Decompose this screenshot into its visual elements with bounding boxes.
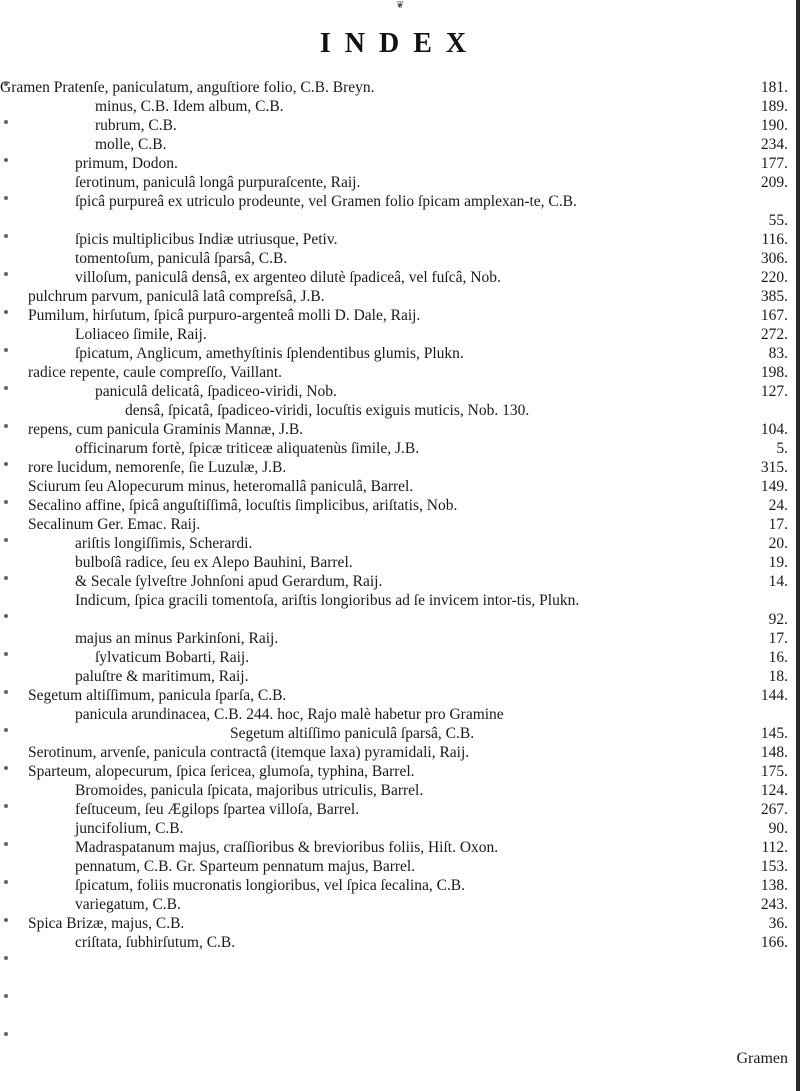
entry-text: minus, C.B. Idem album, C.B. [95, 98, 284, 115]
entry-page-number: 190. [760, 117, 788, 134]
entry-page-number: 55. [768, 212, 788, 229]
entry-page-number: 167. [760, 307, 788, 324]
index-entry [0, 382, 800, 401]
entry-text: Spica Brizæ, majus, C.B. [28, 915, 185, 932]
entry-text: Serotinum, arvenſe, panicula contractâ (itemque laxa) pyramidali, Raij. [28, 744, 470, 761]
index-entry [0, 648, 800, 667]
entry-page-number: 181. [760, 79, 788, 96]
entry-text: Gramen Pratenſe, paniculatum, anguſtiore folio, C.B. Breyn. [0, 79, 375, 96]
entry-page-number: 234. [760, 136, 788, 153]
entry-text: primum, Dodon. [75, 155, 178, 172]
index-entry [0, 705, 800, 724]
index-entry [0, 895, 800, 914]
entry-page-number: 145. [760, 725, 788, 742]
entry-page-number: 36. [768, 915, 788, 932]
entry-page-number: 112. [761, 839, 788, 856]
entry-page-number: 17. [768, 516, 788, 533]
entry-text: criſtata, ſubhirſutum, C.B. [75, 934, 236, 951]
entry-page-number: 18. [768, 668, 788, 685]
entry-text: ſerotinum, paniculâ longâ purpuraſcente, Raij. [75, 174, 361, 191]
index-entry [0, 762, 800, 781]
index-entry [0, 439, 800, 458]
entry-text: ſpicis multiplicibus Indiæ utriusque, Petiv. [75, 231, 338, 248]
entry-text: majus an minus Parkinſoni, Raij. [75, 630, 279, 647]
entry-text: tomentoſum, paniculâ ſparsâ, C.B. [75, 250, 288, 267]
index-entry [0, 724, 800, 743]
index-entry [0, 401, 800, 420]
entry-text: Secalinum Ger. Emac. Raij. [28, 516, 201, 533]
entry-page-number: 14. [768, 573, 788, 590]
page-title: INDEX [319, 28, 481, 59]
entry-page-number: 315. [760, 459, 788, 476]
entry-page-number: 175. [760, 763, 788, 780]
entry-page-number: 385. [760, 288, 788, 305]
entry-page-number: 189. [760, 98, 788, 115]
entry-text: & Secale ſylveſtre Johnſoni apud Gerardum, Raij. [75, 573, 383, 590]
entry-text: paluſtre & maritimum, Raij. [75, 668, 249, 685]
index-entry [0, 553, 800, 572]
entry-page-number: 83. [768, 345, 788, 362]
index-entry [0, 363, 800, 382]
entry-text: paniculâ delicatâ, ſpadiceo-viridi, Nob. [95, 383, 337, 400]
entry-page-number: 5. [776, 440, 788, 457]
index-entry [0, 192, 800, 230]
entry-text: Sparteum, alopecurum, ſpica ſericea, glumoſa, typhina, Barrel. [28, 763, 415, 780]
ornament-mark: ❦ [396, 0, 405, 11]
catchword: Gramen [736, 1050, 788, 1067]
index-entry [0, 116, 800, 135]
entry-page-number: 148. [760, 744, 788, 761]
entry-page-number: 90. [768, 820, 788, 837]
entry-page-number: 127. [760, 383, 788, 400]
entry-text: Pumilum, hirſutum, ſpicâ purpuro-argenteâ molli D. Dale, Raij. [28, 307, 421, 324]
index-entry [0, 135, 800, 154]
entry-text: bulboſâ radice, ſeu ex Alepo Bauhini, Barrel. [75, 554, 353, 571]
index-entry [0, 268, 800, 287]
entry-page-number: 166. [760, 934, 788, 951]
index-entries [0, 78, 800, 952]
index-entry [0, 325, 800, 344]
entry-text: villoſum, paniculâ densâ, ex argenteo dilutè ſpadiceâ, vel fuſcâ, Nob. [75, 269, 501, 286]
entry-text: ſpicatum, foliis mucronatis longioribus, vel ſpica ſecalina, C.B. [75, 877, 466, 894]
entry-page-number: 144. [760, 687, 788, 704]
entry-text: Indicum, ſpica gracili tomentoſa, ariſtis longioribus ad ſe invicem intor-tis, Plukn. [75, 592, 580, 609]
index-entry [0, 743, 800, 762]
entry-text: Loliaceo ſimile, Raij. [75, 326, 207, 343]
entry-text: Madraspatanum majus, craſſioribus & brevioribus foliis, Hiſt. Oxon. [75, 839, 499, 856]
entry-page-number: 149. [760, 478, 788, 495]
entry-page-number: 177. [760, 155, 788, 172]
entry-page-number: 104. [760, 421, 788, 438]
index-entry [0, 344, 800, 363]
index-entry [0, 249, 800, 268]
index-entry [0, 230, 800, 249]
entry-text: Segetum altiſſimo paniculâ ſparsâ, C.B. [230, 725, 475, 742]
entry-page-number: 209. [760, 174, 788, 191]
index-entry [0, 477, 800, 496]
entry-page-number: 92. [768, 611, 788, 628]
entry-page-number: 272. [760, 326, 788, 343]
index-entry [0, 78, 800, 97]
index-entry [0, 800, 800, 819]
index-entry [0, 97, 800, 116]
page-edge [796, 0, 800, 1091]
index-entry [0, 306, 800, 325]
entry-page-number: 153. [760, 858, 788, 875]
index-entry [0, 287, 800, 306]
entry-page-number: 138. [760, 877, 788, 894]
index-entry [0, 781, 800, 800]
index-entry [0, 819, 800, 838]
index-entry [0, 838, 800, 857]
index-entry [0, 154, 800, 173]
entry-text: ariſtis longiſſimis, Scherardi. [75, 535, 253, 552]
entry-page-number: 243. [760, 896, 788, 913]
entry-text: pennatum, C.B. Gr. Sparteum pennatum majus, Barrel. [75, 858, 416, 875]
entry-text: ſpicatum, Anglicum, amethyſtinis ſplendentibus glumis, Plukn. [75, 345, 464, 362]
index-entry [0, 667, 800, 686]
entry-text: molle, C.B. [95, 136, 167, 153]
entry-text: officinarum fortè, ſpicæ triticeæ aliquatenùs ſimile, J.B. [75, 440, 420, 457]
index-entry [0, 629, 800, 648]
entry-text: feſtuceum, ſeu Ægilops ſpartea villoſa, Barrel. [75, 801, 360, 818]
entry-text: pulchrum parvum, paniculâ latâ compreſsâ, J.B. [28, 288, 325, 305]
entry-page-number: 19. [768, 554, 788, 571]
index-entry [0, 876, 800, 895]
entry-text: Segetum altiſſimum, panicula ſparſa, C.B. [28, 687, 287, 704]
entry-text: Secalino affine, ſpicâ anguſtiſſimâ, locuſtis ſimplicibus, ariſtatis, Nob. [28, 497, 458, 514]
index-entry [0, 534, 800, 553]
entry-page-number: 306. [760, 250, 788, 267]
entry-page-number: 116. [761, 231, 788, 248]
entry-text: radice repente, caule compreſſo, Vaillant. [28, 364, 283, 381]
entry-text: juncifolium, C.B. [75, 820, 184, 837]
entry-text: ſpicâ purpureâ ex utriculo prodeunte, vel Gramen folio ſpicam amplexan-te, C.B. [75, 193, 577, 210]
entry-page-number: 220. [760, 269, 788, 286]
entry-text: rubrum, C.B. [95, 117, 177, 134]
entry-page-number: 267. [760, 801, 788, 818]
entry-text: variegatum, C.B. [75, 896, 181, 913]
index-entry [0, 686, 800, 705]
entry-text: rore lucidum, nemorenſe, ſie Luzulæ, J.B. [28, 459, 287, 476]
index-entry [0, 933, 800, 952]
entry-page-number: 198. [760, 364, 788, 381]
index-entry [0, 914, 800, 933]
index-entry [0, 173, 800, 192]
entry-text: ſylvaticum Bobarti, Raij. [95, 649, 250, 666]
entry-page-number: 16. [768, 649, 788, 666]
index-entry [0, 496, 800, 515]
index-entry [0, 591, 800, 629]
entry-page-number: 20. [768, 535, 788, 552]
index-entry [0, 515, 800, 534]
index-entry [0, 420, 800, 439]
entry-text: panicula arundinacea, C.B. 244. hoc, Rajo malè habetur pro Gramine [75, 706, 504, 723]
entry-text: Bromoides, panicula ſpicata, majoribus utriculis, Barrel. [75, 782, 424, 799]
entry-text: densâ, ſpicatâ, ſpadiceo-viridi, locuſtis exiguis muticis, Nob. 130. [125, 402, 530, 419]
entry-text: Sciurum ſeu Alopecurum minus, heteromallâ paniculâ, Barrel. [28, 478, 414, 495]
index-entry [0, 458, 800, 477]
entry-page-number: 124. [760, 782, 788, 799]
entry-page-number: 17. [768, 630, 788, 647]
index-entry [0, 857, 800, 876]
index-entry [0, 572, 800, 591]
entry-text: repens, cum panicula Graminis Mannæ, J.B. [28, 421, 304, 438]
entry-page-number: 24. [768, 497, 788, 514]
